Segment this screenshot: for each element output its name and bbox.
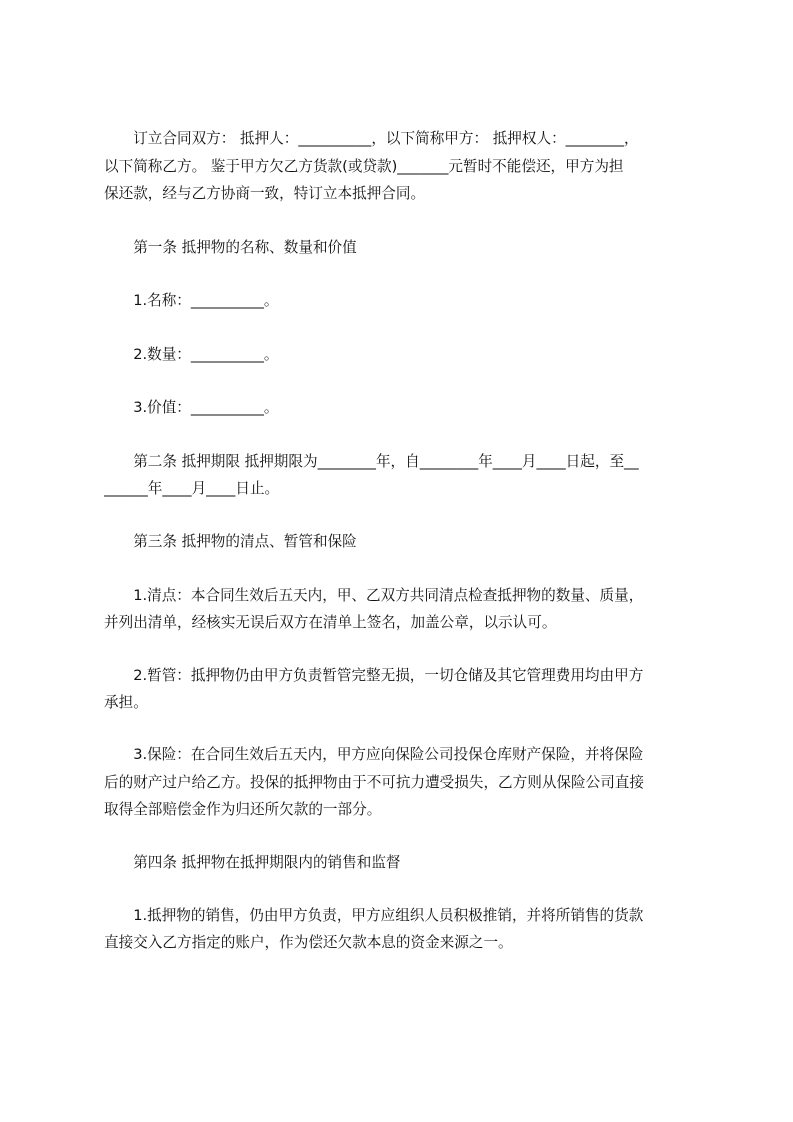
article-1-heading: 第一条 抵押物的名称、数量和价值 <box>104 239 357 256</box>
preamble-line-1: 订立合同双方： 抵押人：__________，以下简称甲方： 抵押权人：________， <box>104 130 639 147</box>
article-3-item-3-line-3: 取得全部赔偿金作为归还所欠款的一部分。 <box>104 801 382 818</box>
article-3-item-1-line-2: 并列出清单，经核实无误后双方在清单上签名，加盖公章，以示认可。 <box>104 614 557 631</box>
preamble-line-2: 以下简称乙方。 鉴于甲方欠乙方货款(或贷款)_______元暂时不能偿还，甲方为担 <box>104 158 624 175</box>
preamble-line-3: 保还款，经与乙方协商一致，特订立本抵押合同。 <box>104 185 426 202</box>
article-3-item-3-line-1: 3.保险：在合同生效后五天内，甲方应向保险公司投保仓库财产保险，并将保险 <box>104 746 644 763</box>
article-3-item-2-line-1: 2.暂管：抵押物仍由甲方负责暂管完整无损，一切仓储及其它管理费用均由甲方 <box>104 667 644 684</box>
article-3-item-2-line-2: 承担。 <box>104 694 148 711</box>
article-1-item-value: 3.价值：__________。 <box>104 399 279 416</box>
article-1-item-quantity: 2.数量：__________。 <box>104 346 279 363</box>
article-4-item-1-line-2: 直接交入乙方指定的账户，作为偿还欠款本息的资金来源之一。 <box>104 934 513 951</box>
article-3-heading: 第三条 抵押物的清点、暂管和保险 <box>104 533 357 550</box>
article-2-line-2: ______年____月____日止。 <box>104 480 280 497</box>
article-3-item-1-line-1: 1.清点：本合同生效后五天内，甲、乙双方共同清点检查抵押物的数量、质量， <box>104 587 644 604</box>
article-2-line-1: 第二条 抵押期限 抵押期限为________年，自________年____月____日起，至__ <box>104 453 639 470</box>
article-3-item-3-line-2: 后的财产过户给乙方。投保的抵押物由于不可抗力遭受损失，乙方则从保险公司直接 <box>104 774 644 791</box>
article-1-item-name: 1.名称：__________。 <box>104 292 279 309</box>
article-4-item-1-line-1: 1.抵押物的销售，仍由甲方负责，甲方应组织人员积极推销，并将所销售的货款 <box>104 907 644 924</box>
article-4-heading: 第四条 抵押物在抵押期限内的销售和监督 <box>104 854 401 871</box>
